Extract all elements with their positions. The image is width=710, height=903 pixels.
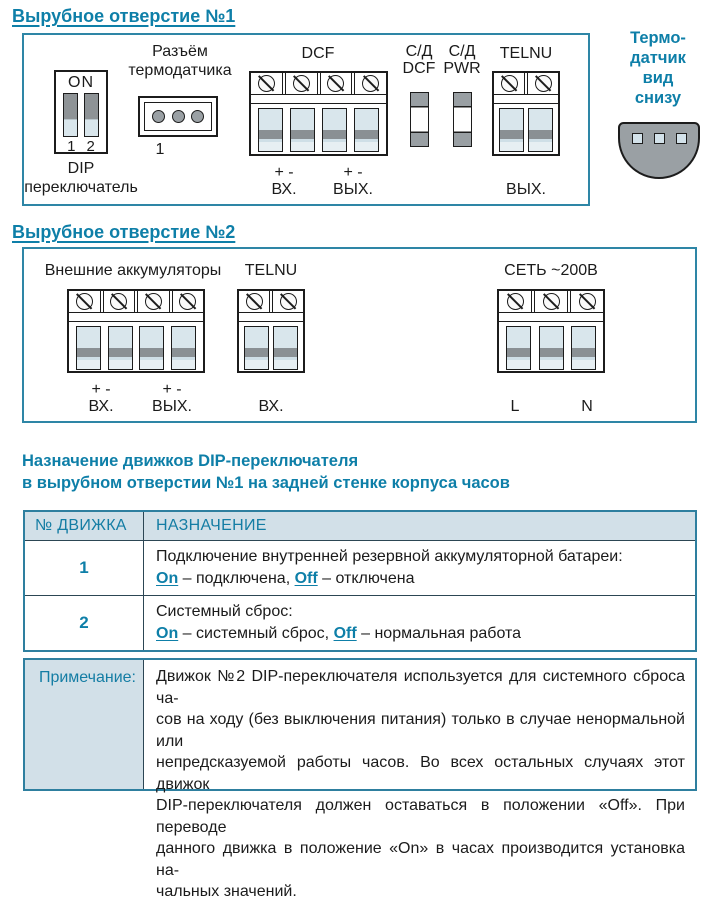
dcf-terminal-block (249, 71, 388, 156)
terminal-slot (171, 326, 196, 370)
screw-icon (362, 75, 379, 92)
dcf-out-polarity: + - (343, 164, 363, 181)
batt-out-label: ВЫХ. (152, 398, 192, 415)
table-heading: Назначение движков DIP-переключателя в вырубном отверстии №1 на задней стенке корпуса часов (22, 452, 510, 492)
telnu-out-title: TELNU (499, 45, 553, 62)
note-text: Движок №2 DIP-переключателя используется для системного сброса ча- сов на ходу (без выключения питания) только в случае ненормальной или непредсказуемой работы часов. Во всех остальных случаях этот движок DIP-переключателя должен оставаться в положении «Off». При переводе данного движка в положение «Оn» в часах производится установка на- чальных значений. (156, 668, 685, 900)
table-row (25, 540, 695, 595)
led-dcf-label: С/Д DCF (402, 43, 436, 77)
screw-icon (179, 293, 196, 310)
connector-pin-icon (172, 110, 185, 123)
batt-out-polarity: + - (162, 381, 182, 398)
switch-function: Подключение внутренней резервной аккумуляторной батареи: On – подключена, Off – отключена (156, 548, 623, 587)
screw-icon (579, 293, 596, 310)
batteries-title: Внешние аккумуляторы (44, 262, 222, 279)
dip-pin1-label: 1 (67, 138, 76, 155)
switch-number: 1 (25, 541, 144, 595)
batteries-terminal-block (67, 289, 205, 373)
on-value: On (156, 625, 179, 642)
mains-title: СЕТЬ ~200В (504, 262, 598, 279)
terminal-slot (539, 326, 564, 370)
thermo-connector-label: Разъём термодатчика (128, 43, 232, 79)
section2-title: Вырубное отверстие №2 (12, 222, 236, 242)
dip-slider-1 (63, 93, 78, 137)
terminal-slot (139, 326, 164, 370)
telnu-out-label: ВЫХ. (506, 181, 546, 198)
sensor-pin-icon (632, 133, 643, 144)
dcf-in-label: ВХ. (271, 181, 297, 198)
screw-icon (501, 75, 518, 92)
screw-icon (507, 293, 524, 310)
terminal-slot (244, 326, 269, 370)
table-header-row (25, 512, 695, 540)
mains-n-label: N (581, 398, 593, 415)
connector-pin-icon (191, 110, 204, 123)
terminal-slot (290, 108, 315, 152)
note-label: Примечание: (25, 660, 144, 789)
led-pwr-indicator (453, 92, 472, 147)
table-row (25, 595, 695, 650)
mains-l-label: L (510, 398, 520, 415)
dip-function-table (23, 510, 697, 652)
thermo-sensor-caption: Термо- датчик вид снизу (630, 29, 686, 107)
sensor-pin-icon (654, 133, 665, 144)
section1-title: Вырубное отверстие №1 (12, 6, 236, 26)
terminal-slot (506, 326, 531, 370)
col-header-function: НАЗНАЧЕНИЕ (156, 517, 267, 534)
screw-icon (145, 293, 162, 310)
terminal-slot (499, 108, 524, 152)
switch-function: Системный сброс: On – системный сброс, Off – нормальная работа (156, 603, 522, 642)
telnu-in-terminal-block (237, 289, 305, 373)
telnu-in-title: TELNU (244, 262, 298, 279)
terminal-slot (76, 326, 101, 370)
mains-terminal-block (497, 289, 605, 373)
sensor-pin-icon (676, 133, 687, 144)
off-value: Off (333, 625, 357, 642)
dip-on-label: ON (68, 74, 94, 91)
terminal-slot (273, 326, 298, 370)
screw-icon (258, 75, 275, 92)
screw-icon (76, 293, 93, 310)
col-header-number: № ДВИЖКА (25, 512, 144, 540)
off-value: Off (294, 570, 318, 587)
on-value: On (156, 570, 179, 587)
screw-icon (535, 75, 552, 92)
screw-icon (280, 293, 297, 310)
dip-slider-2 (84, 93, 99, 137)
dip-pin2-label: 2 (86, 138, 95, 155)
screw-icon (327, 75, 344, 92)
screw-icon (293, 75, 310, 92)
connector-pin-icon (152, 110, 165, 123)
dcf-label: DCF (301, 45, 335, 62)
note-section (23, 658, 697, 900)
switch-number: 2 (25, 596, 144, 650)
thermo-sensor-bottom-view (618, 122, 700, 179)
led-dcf-indicator (410, 92, 429, 147)
terminal-slot (571, 326, 596, 370)
dip-caption-line1: DIP (67, 160, 95, 177)
dcf-out-label: ВЫХ. (333, 181, 373, 198)
screw-icon (110, 293, 127, 310)
terminal-slot (108, 326, 133, 370)
connector-pin-number: 1 (155, 141, 165, 158)
terminal-slot (322, 108, 347, 152)
screw-icon (246, 293, 263, 310)
dcf-in-polarity: + - (274, 164, 294, 181)
batt-in-label: ВХ. (88, 398, 114, 415)
terminal-slot (258, 108, 283, 152)
thermo-connector (138, 96, 218, 137)
terminal-slot (528, 108, 553, 152)
led-pwr-label: С/Д PWR (443, 43, 481, 77)
screw-icon (543, 293, 560, 310)
batt-in-polarity: + - (91, 381, 111, 398)
telnu-in-label: ВХ. (258, 398, 284, 415)
telnu-out-terminal-block (492, 71, 560, 156)
dip-switch (54, 70, 108, 154)
dip-caption-line2: переключатель (24, 179, 138, 196)
terminal-slot (354, 108, 379, 152)
